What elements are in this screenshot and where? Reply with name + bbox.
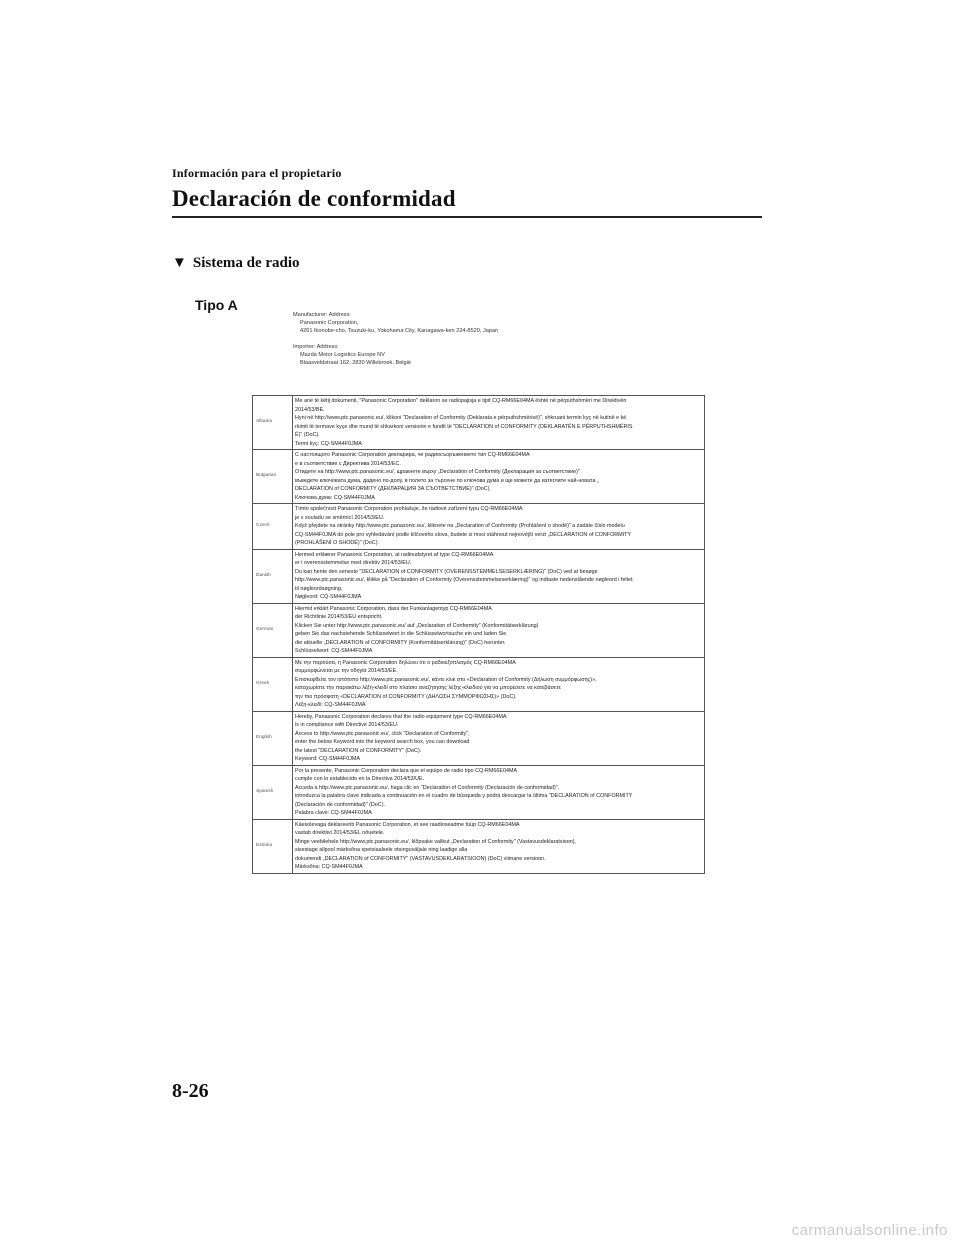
declaration-line: geben Sie das nachstehende Schlüsselwort in die Schlüsselwortsuche ein und laden Sie [295,631,507,637]
manufacturer-name: Panasonic Corporation, [300,320,359,326]
declaration-text-cell [293,603,705,657]
declaration-text-cell [293,396,705,450]
declaration-line: vastab direktiivi 2014/53/EL nõuetele. [295,830,385,836]
page-number: 8-26 [172,1080,209,1102]
table-row [253,396,705,450]
language-cell: English [253,711,293,765]
importer-heading: Importer: Address: [293,344,339,350]
declaration-line: cumple con lo establecido en la Directiva 2014/53/UE. [295,776,425,782]
declaration-text-cell [293,765,705,819]
declaration-line: dokumendi „DECLARATION of CONFORMITY" (VASTAVUSDEKLARATSIOON) (DoC) viimane versioon. [295,855,546,862]
declaration-line: CQ-SM44F0JMA do pole pro vyhledávání podle klíčového slova, budete si moci stáhnout nejnovější verzi „DECLARATION of CONFORMITY [295,531,632,538]
section-heading [172,255,300,272]
declaration-line: Ë)" (DoC). [295,432,320,438]
manufacturer-heading: Manufacturer: Address: [293,312,351,318]
declaration-line: Επισκεφθείτε τον ιστότοπο http://www.ptc.panasonic.eu/, κάντε κλικ στο «Declaration of Conformity (Δήλωση συμμόρφωσης)», [295,676,597,683]
importer-address: Blaasveldstraat 162, 2830 Willebroek, België [300,360,412,366]
declaration-line: til nøgleordsøgning. [295,585,343,592]
declaration-line: Hiermit erklärt Panasonic Corporation, dass der Funkanlagentyp CQ-RM66E04MA [295,605,492,612]
declaration-line: Ключова дума: CQ-SM44F0JMA [295,494,375,501]
declaration-line: Palabra clave: CQ-SM44F0JMA [295,810,372,816]
declaration-line: Hereby, Panasonic Corporation declares that the radio equipment type CQ-RM66E04MA [295,713,507,720]
declaration-line: Отидете на http://www.ptc.panasonic.eu/, щракнете върху „Declaration of Conformity (Декларация за съответствие)" [295,469,580,475]
declaration-line: Tímto společnost Panasonic Corporation prohlašuje, že radiové zařízení typu CQ-RM66E04MA [295,506,523,512]
table-row [253,504,705,550]
table-row [253,765,705,819]
address-block [293,311,498,367]
declaration-line: der Richtlinie 2014/53/EU entspricht. [295,614,383,620]
declaration-line: Schlüsselwort: CQ-SM44F0JMA [295,648,373,654]
declaration-line: rkimit të termave kyçe dhe mund të shkarkoni versionin e fundit të "DECLARATION of CONFORMITY (DEKLARATËN E PËRPUTHSHMËRIS [295,423,633,430]
watermark: carmanualsonline.info [791,1222,948,1239]
declaration-line: την πιο πρόσφατη «DECLARATION of CONFORMITY (ΔΗΛΩΣΗ ΣΥΜΜΟΡΦΩΣΗΣ)» (DoC). [295,693,517,700]
declaration-text-cell [293,819,705,873]
declaration-line: Minge veebilehele http://www.ptc.panasonic.eu/, klõpsake valikut „Declaration of Conformity" (Vastavusdeklaratsioon), [295,838,577,845]
declaration-text-cell [293,504,705,550]
declaration-line: Λέξη-κλειδί: CQ-SM44F0JMA [295,702,366,708]
page-header [172,166,762,212]
declaration-line: die aktuelle „DECLARATION of CONFORMITY (Konformitätserklärung)" (DoC) herunter. [295,639,506,646]
declaration-text-cell [293,657,705,711]
table-row [253,549,705,603]
declaration-line: (PROHLÁŠENÍ O SHODĚ)" (DoC). [295,540,379,546]
declaration-line: Me anë të këtij dokumenti, "Panasonic Corporation" deklaron se radiopajisja e tipit CQ-RM66E04MA është në përputhshmëri me Direktivën [295,398,627,404]
triangle-down-icon: ▼ [172,255,187,271]
declaration-line: je v souladu se směrnicí 2014/53/EU. [295,514,385,521]
table-row [253,711,705,765]
table-row [253,603,705,657]
declaration-line: enter the below Keyword into the keyword search box, you can download [295,739,470,745]
declaration-line: the latest "DECLARATION of CONFORMITY" (DoC). [295,747,422,754]
title-divider [172,216,762,218]
declaration-text-cell [293,711,705,765]
language-cell: Greek [253,657,293,711]
declaration-line: sisestage allpool märksõna spetsiaalsele otsinguväljale ning laadige alla [295,847,468,853]
declaration-text-cell [293,450,705,504]
declaration-line: is in compliance with Directive 2014/53/EU. [295,722,399,728]
declaration-line: Access to http://www.ptc.panasonic.eu/, click "Declaration of Conformity", [295,730,470,737]
declaration-table [252,395,705,874]
declaration-line: er i overensstemmelse med direktiv 2014/53/EU. [295,560,412,566]
table-row [253,657,705,711]
declaration-line: Du kan hente den seneste "DECLARATION of CONFORMITY (OVERENSSTEMMELSESERKLÆRING)" (DoC) ved at besøge [295,568,598,575]
running-head: Información para el propietario [172,166,342,180]
declaration-line: Märksõna: CQ-SM44F0JMA [295,864,363,870]
language-cell: German [253,603,293,657]
declaration-line: Když přejdete na stránky http://www.ptc.panasonic.eu/, kliknete na „Declaration of Conformity (Prohlášení o shodě)" a zadáte číslo modelu [295,523,625,529]
figure-label: Tipo A [195,297,238,313]
declaration-line: Termi kyç: CQ-SM44F0JMA [295,440,362,447]
declaration-line: Klicken Sie unter http://www.ptc.panasonic.eu/ auf „Declaration of Conformity" (Konformitätserklärung) [295,622,539,629]
declaration-line: συμμορφώνεται με την οδηγία 2014/53/ΕΕ. [295,668,398,674]
declaration-line: въведете ключовата дума, дадено по-долу, в полето за търсене по ключова дума и ще можете да изтеглите най-новата „ [295,477,599,484]
declaration-line: introduzca la palabra clave indicada a continuación en el cuadro de búsqueda y podrá descargar la última "DECLARATION of CONFORMITY [295,793,633,799]
declaration-line: (Declaración de conformidad)" (DoC). [295,801,385,808]
language-cell: Albania [253,396,293,450]
declaration-line: С настоящото Panasonic Corporation декларира, че радиосъоръжението тип CQ-RM66E04MA [295,452,530,458]
declaration-line: καταχωρίστε την παρακάτω λέξη-κλειδί στο πλαίσιο αναζήτησης λέξης-κλειδιού για να μπορέσετε να κατεβάσετε [295,685,561,691]
declaration-line: Hyni në http://www.ptc.panasonic.eu/, klikoni "Declaration of Conformity (Deklarata e përputhshmërisë)", shkruani termin kyç në kutinë e kë [295,415,627,421]
declaration-line: 2014/53/BE. [295,406,325,413]
importer-name: Mazda Motor Logistics Europe NV [300,352,385,358]
declaration-line: DECLARATION of CONFORMITY (ДЕКЛАРАЦИЯ ЗА СЪОТВЕТСТВИЕ)" (DoC). [295,486,491,492]
language-cell: Estonia [253,819,293,873]
declaration-line: Με την παρούσα, η Panasonic Corporation δηλώνει ότι ο ραδιοεξοπλισμός CQ-RM66E04MA [295,659,516,666]
declaration-line: Keyword: CQ-SM44F0JMA [295,756,361,762]
declaration-line: Hermed erklærer Panasonic Corporation, at radioudstyret af type CQ-RM66E04MA [295,551,494,558]
declaration-line: е в съответствие с Директива 2014/53/ЕС. [295,460,401,467]
declaration-line: Por la presente, Panasonic Corporation declara que el equipo de radio tipo CQ-RM66E04MA [295,767,518,774]
table-row [253,819,705,873]
section-title: Sistema de radio [192,255,300,271]
declaration-line: Nøgleord: CQ-SM44F0JMA [295,594,362,600]
declaration-line: http://www.ptc.panasonic.eu/, klikke på "Declaration of Conformity (Overensstemmelseserklæring)" og indtaste nedenstående nøgleord i feltet [295,577,633,583]
table-row [253,450,705,504]
language-cell: Bulgarian [253,450,293,504]
declaration-text-cell [293,549,705,603]
declaration-line: Käesolevaga deklareerib Panasonic Corporation, et see raadioseadme tüüp CQ-RM66E04MA [295,821,520,828]
language-cell: Danish [253,549,293,603]
declaration-line: Acceda a http://www.ptc.panasonic.eu/, haga clic en "Declaration of Conformity (Declaración de conformidad)", [295,784,560,791]
page-title: Declaración de conformidad [172,186,456,211]
language-cell: Spanish [253,765,293,819]
manufacturer-address: 4261 Ikonobe-cho, Tsuzuki-ku, Yokohama City, Kanagawa-ken 224-8520, Japan [300,328,499,334]
language-cell: Czech [253,504,293,550]
